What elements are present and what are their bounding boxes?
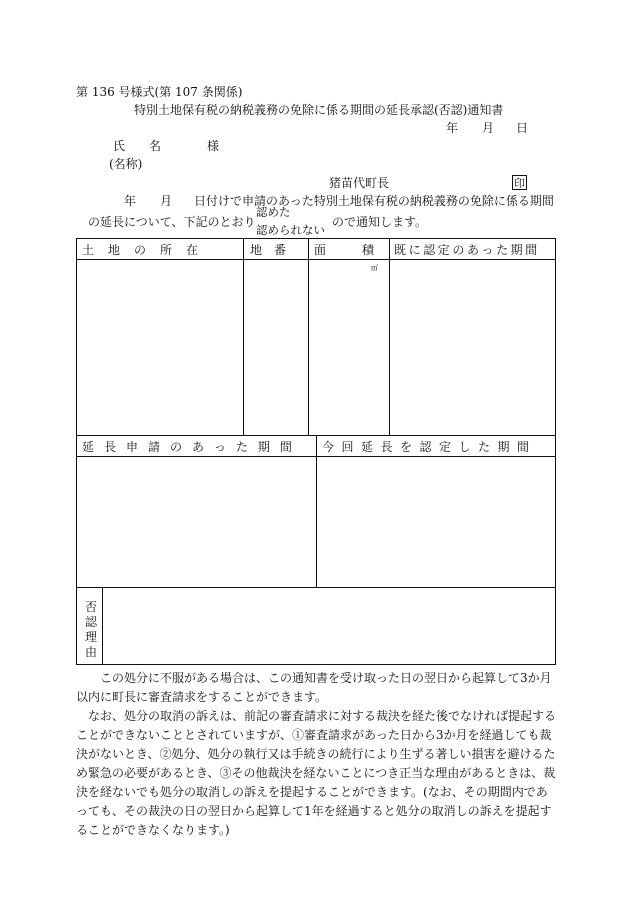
table1-col-divider-3 <box>389 238 390 435</box>
option-denied: 認められない <box>256 223 325 237</box>
intro-line2-end: ので通知します。 <box>332 215 428 229</box>
header-approved-period-text: 今回延長を認定した期間 <box>322 439 537 454</box>
header-lot-number <box>250 239 302 259</box>
table2-col-divider <box>316 435 317 587</box>
header-requested-period <box>82 436 310 456</box>
notice-lawsuit: なお、処分の取消の訴えは、前記の審査請求に対する裁決を経た後でなければ提起することができないこととされていますが、①審査請求があった日から3か月を経過しても裁決がないとき、②処分、処分の執行又は手続きの続行により生ずる著しい損害を避けるため緊急の必要があるとき、③その他裁決を経ないことにつき正当な理由があるときは、裁決を経ないでも処分の取消しの訴えを提起することができます。(なお、その期間内であっても、その裁決の日の翌日から起算して1年を経過すると処分の取消しの訴えを提起することができなくなります。) <box>76 709 557 837</box>
header-land-location-text: 土 地 の 所 在 <box>82 242 200 257</box>
table1-col-divider-1 <box>243 238 244 435</box>
header-requested-period-text: 延長申請のあった期間 <box>82 439 302 454</box>
area-unit: ㎡ <box>371 264 378 272</box>
intro-line2-start: の延長について、下記のとおり <box>88 215 256 229</box>
date-day: 日 <box>516 121 529 135</box>
date-year: 年 <box>446 121 459 135</box>
denial-label-divider <box>102 587 103 665</box>
addressee-alt-name: (名称) <box>109 157 143 171</box>
header-prior-period <box>394 239 552 259</box>
header-lot-number-text: 地 番 <box>250 242 287 257</box>
seal-mark: 印 <box>514 176 525 190</box>
denial-row-divider <box>76 587 556 588</box>
header-approved-period <box>322 436 552 456</box>
addressee-honorific: 様 <box>207 139 220 153</box>
document-title: 特別土地保有税の納税義務の免除に係る期間の延長承認(否認)通知書 <box>134 103 504 117</box>
form-number: 第 136 号様式(第 107 条関係) <box>76 85 243 99</box>
denial-reason-label: 否認理由 <box>84 600 97 659</box>
header-area <box>314 239 384 259</box>
addressee-name-label: 氏 名 <box>113 139 162 153</box>
notice-appeal: この処分に不服がある場合は、この通知書を受け取った日の翌日から起算して3か月以内に町長に審査請求をすることができます。 <box>76 671 552 704</box>
intro-line1: 日付けで申請のあった特別土地保有税の納税義務の免除に係る期間 <box>194 194 554 208</box>
table1-col-divider-2 <box>308 238 309 435</box>
option-approved: 認めた <box>256 205 291 219</box>
header-land-location <box>82 239 237 259</box>
intro-year: 年 <box>124 194 137 208</box>
date-month: 月 <box>482 121 495 135</box>
header-prior-period-text: 既に認定のあった期間 <box>394 242 540 257</box>
header-area-text: 面 積 <box>314 242 375 257</box>
intro-month: 月 <box>160 194 173 208</box>
issuer-title: 猪苗代町長 <box>329 176 390 190</box>
table1-header-divider <box>76 259 556 260</box>
